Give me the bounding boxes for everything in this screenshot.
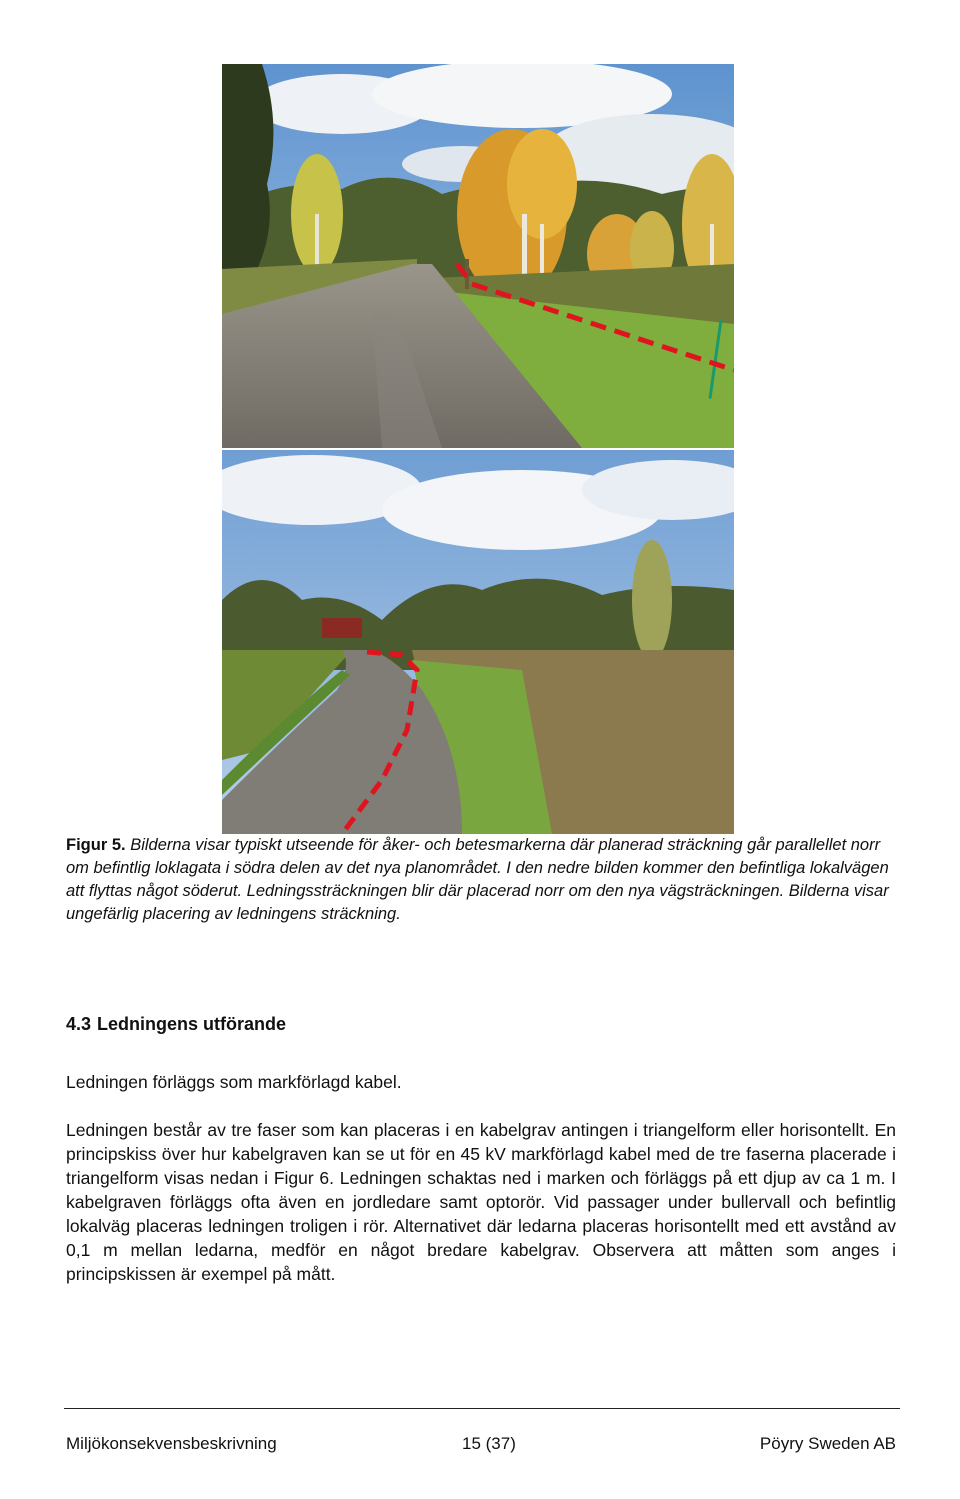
section-heading (66, 1014, 286, 1035)
footer-document-title: Miljökonsekvensbeskrivning (66, 1434, 277, 1453)
photo-bottom-image (222, 450, 734, 834)
figure-caption (66, 834, 896, 926)
footer-company: Pöyry Sweden AB (759, 1434, 896, 1453)
footer-page-number: 15 (37) (462, 1434, 516, 1453)
paragraph: Ledningen förläggs som markförlagd kabel. (66, 1072, 402, 1092)
paragraph: Ledningen består av tre faser som kan placeras i en kabelgrav antingen i triangelform eller horisontellt. En principskiss över hur kabelgraven kan se ut för en 45 kV markförlagd kabel med de tre faserna placerade i triangelform visas nedan i Figur 6. Ledningen schaktas ned i marken och förläggs på ett djup av ca 1 m. I kabelgraven förläggs ofta även en jordledare samt optorör. Vid passager under bullervall och befintlig lokalväg placeras ledningen troligen i rör. Alternativet där ledarna placeras horisontellt med ett avstånd av 0,1 m mellan ledarna, medför en något bredare kabelgrav. Observera att måtten som anges i principskissen är exempel på mått. (66, 1120, 896, 1284)
figure-caption-text: Bilderna visar typiskt utseende för åker- och betesmarkerna där planerad sträckning går parallellet norr om befintlig loklagata i södra delen av det nya planområdet. I den nedre bilden kommer den befintliga lokalvägen att flyttas något söderut. Ledningssträckningen blir där placerad norr om den nya vägsträckningen. Bilderna visar ungefärlig placering av ledningens sträckning. (66, 836, 889, 923)
photo-top (222, 64, 734, 448)
section-title: Ledningens utförande (97, 1014, 287, 1034)
footer-divider (64, 1408, 900, 1409)
photo-top-image (222, 64, 734, 448)
figure-label: Figur 5. (66, 836, 126, 854)
section-number: 4.3 (66, 1014, 92, 1034)
photo-bottom (222, 450, 734, 834)
